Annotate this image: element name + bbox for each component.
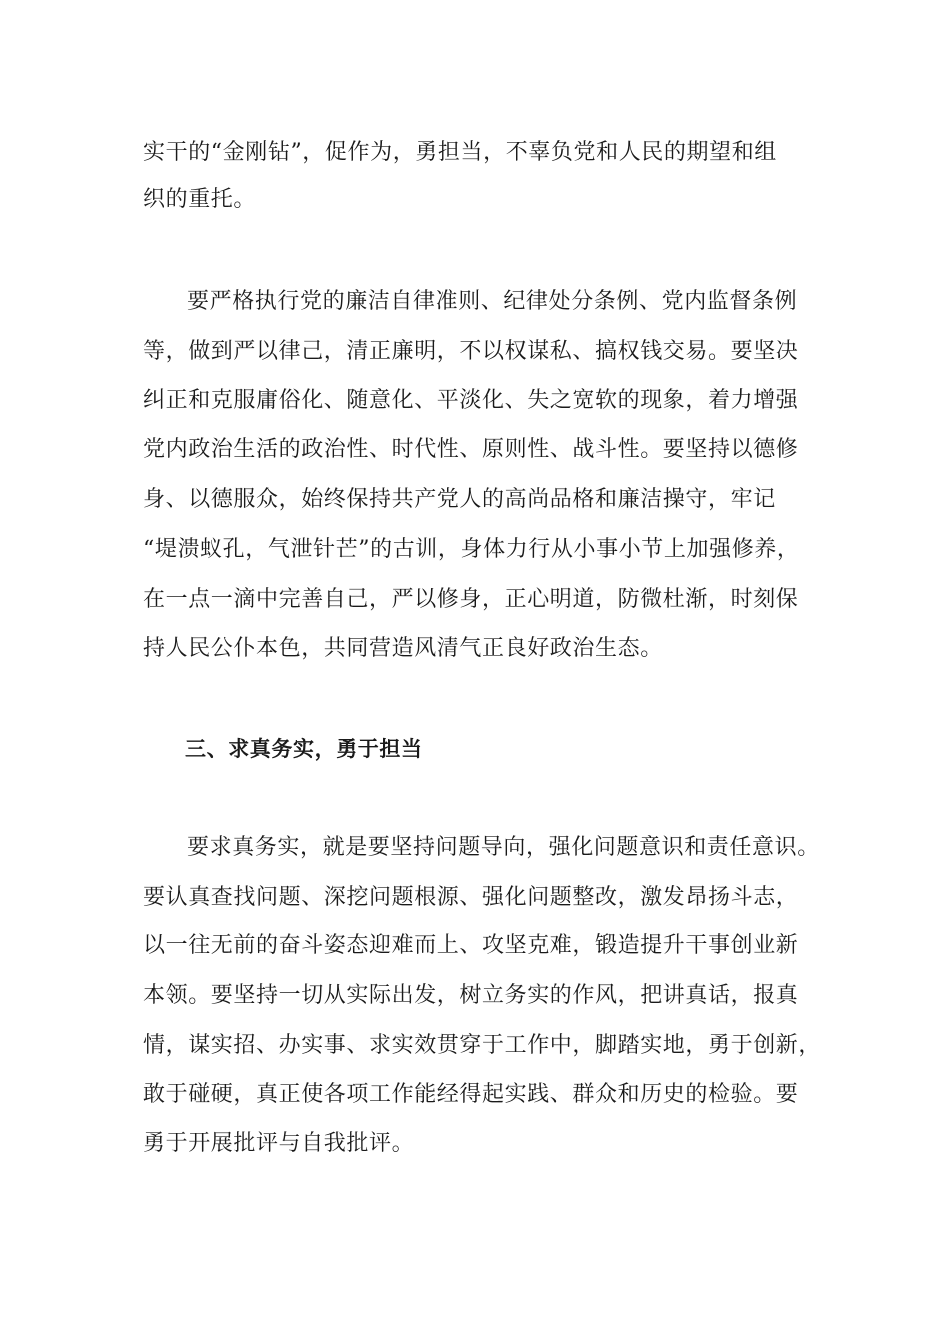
text-line: 勇于开展批评与自我批评。 <box>143 1131 415 1156</box>
text-line: “堤溃蚁孔，气泄针芒”的古训，身体力行从小事小节上加强修养， <box>143 537 800 562</box>
text-line: 持人民公仆本色，共同营造风清气正良好政治生态。 <box>143 636 663 661</box>
text-line: 身、以德服众，始终保持共产党人的高尚品格和廉洁操守，牢记 <box>143 487 776 512</box>
text-line: 党内政治生活的政治性、时代性、原则性、战斗性。要坚持以德修 <box>143 437 799 462</box>
text-line: 纠正和克服庸俗化、随意化、平淡化、失之宽软的现象，着力增强 <box>143 388 799 413</box>
text-line: 等，做到严以律己，清正廉明，不以权谋私、搞权钱交易。要坚决 <box>143 339 799 364</box>
text-line: 要严格执行党的廉洁自律准则、纪律处分条例、党内监督条例 <box>187 289 798 314</box>
text-line: 在一点一滴中完善自己，严以修身，正心明道，防微杜渐，时刻保 <box>143 587 799 612</box>
text-line: 织的重托。 <box>143 187 257 212</box>
section-heading: 三、求真务实，勇于担当 <box>185 737 423 761</box>
text-line: 敢于碰硬，真正使各项工作能经得起实践、群众和历史的检验。要 <box>143 1082 799 1107</box>
text-line: 要求真务实，就是要坚持问题导向，强化问题意识和责任意识。 <box>187 835 820 860</box>
text-line: 要认真查找问题、深挖问题根源、强化问题整改，激发昂扬斗志， <box>143 885 799 910</box>
text-line: 实干的“金刚钻”，促作为，勇担当，不辜负党和人民的期望和组 <box>143 140 777 165</box>
text-line: 以一往无前的奋斗姿态迎难而上、攻坚克难，锻造提升干事创业新 <box>143 933 799 958</box>
text-line: 情，谋实招、办实事、求实效贯穿于工作中，脚踏实地，勇于创新， <box>143 1033 822 1058</box>
text-line: 本领。要坚持一切从实际出发，树立务实的作风，把讲真话，报真 <box>143 983 799 1008</box>
